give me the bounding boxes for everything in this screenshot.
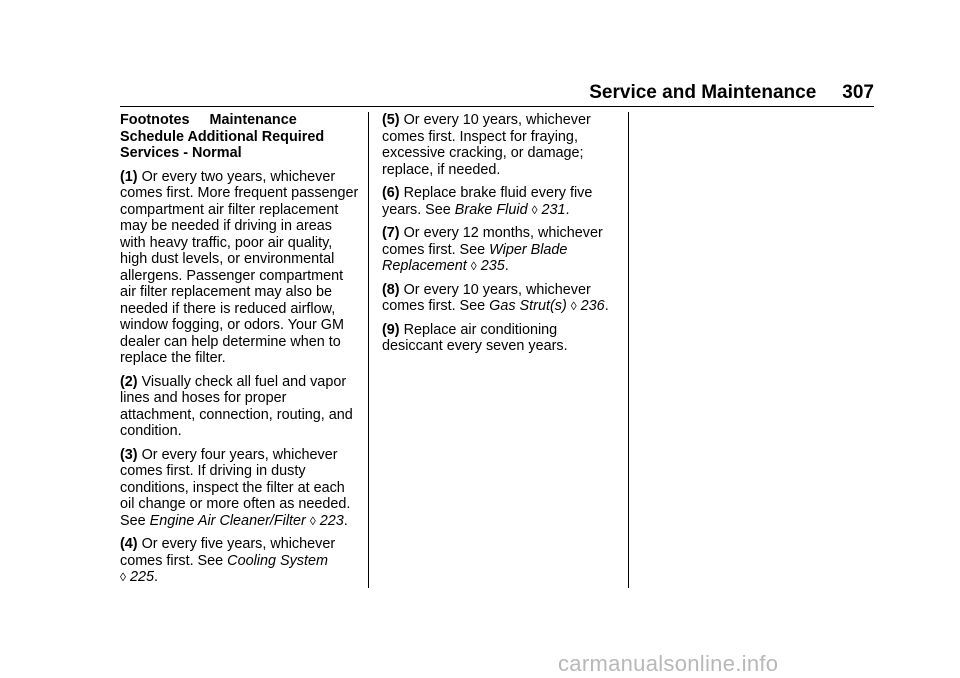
period: . <box>343 512 348 529</box>
footnote-text: Replace air conditioning desiccant every seven years. <box>382 321 568 354</box>
footnote-8 <box>382 282 618 315</box>
footnote-3 <box>120 447 360 530</box>
footnote-7 <box>382 225 618 275</box>
footnote-text: Replace brake fluid every five years. See <box>382 185 593 218</box>
footnote-6 <box>382 185 618 218</box>
period: . <box>504 258 509 274</box>
footnote-2 <box>120 374 360 440</box>
footnote-text: Or every five years, whichever comes first. See <box>120 536 336 569</box>
footnote-number: (7) <box>382 225 400 241</box>
cross-reference-link[interactable]: Wiper Blade Replacement <box>382 241 568 274</box>
footnote-9 <box>382 322 618 355</box>
page-ref-icon: ◊ <box>120 570 126 584</box>
period: . <box>604 298 609 314</box>
footnote-text: Or every 12 months, whichever comes first. See <box>382 225 603 258</box>
footnote-number: (4) <box>120 536 138 552</box>
footnote-5 <box>382 112 618 178</box>
footnote-4 <box>120 536 360 586</box>
cross-reference-link[interactable]: Cooling System <box>227 552 328 569</box>
page-reference[interactable]: 223 <box>319 512 344 529</box>
footnote-number: (8) <box>382 281 400 298</box>
column-left <box>120 112 360 593</box>
page-number: 307 <box>842 82 874 103</box>
table-title <box>120 112 360 162</box>
page-ref-icon: ◊ <box>309 513 316 528</box>
column-divider <box>368 112 369 588</box>
footnote-number: (2) <box>120 373 138 390</box>
page-reference[interactable]: 235 <box>480 258 505 274</box>
footnote-text: Or every four years, whichever comes first. If driving in dusty conditions, inspect the filter at each oil change or more often as needed. See <box>120 446 351 529</box>
column-right <box>382 112 618 362</box>
table-title-schedule: Maintenance Schedule Additional Required Services - Normal <box>120 112 325 161</box>
cross-reference-link[interactable]: Gas Strut(s) <box>489 298 567 314</box>
cross-reference-link[interactable]: Brake Fluid <box>454 201 528 218</box>
period: . <box>153 569 158 585</box>
footnote-text: Or every two years, whichever comes first. More frequent passenger compartment air filter replacement may be needed if driving in areas with heavy traffic, poor air quality, high dust levels, or environmental allergens. Passenger compartment air filter replacement may also be needed if there is reduced airflow, window fogging, or odors. Your GM dealer can help determine when to replace the filter. <box>120 168 359 366</box>
section-title: Service and Maintenance <box>589 82 817 103</box>
footnote-number: (3) <box>120 446 138 463</box>
page-reference[interactable]: 231 <box>541 201 566 218</box>
column-divider <box>628 112 629 588</box>
footnote-text: Or every 10 years, whichever comes first. See <box>382 281 591 314</box>
page-reference[interactable]: 236 <box>580 298 605 314</box>
page-ref-icon: ◊ <box>570 299 577 313</box>
table-title-footnotes: Footnotes <box>120 112 190 128</box>
footnote-number: (9) <box>382 321 400 338</box>
footnote-text: Visually check all fuel and vapor lines and hoses for proper attachment, connection, routing, and condition. <box>120 373 353 439</box>
page-reference[interactable]: 225 <box>129 569 154 585</box>
watermark: carmanualsonline.info <box>558 651 779 676</box>
page-ref-icon: ◊ <box>470 259 477 273</box>
header-rule <box>120 106 874 107</box>
page-ref-icon: ◊ <box>531 202 538 217</box>
period: . <box>565 201 570 218</box>
footnote-number: (1) <box>120 168 138 185</box>
page-header <box>589 82 874 104</box>
footnote-text: Or every 10 years, whichever comes first. Inspect for fraying, excessive cracking, or damage; replace, if needed. <box>382 112 591 178</box>
cross-reference-link[interactable]: Engine Air Cleaner/Filter <box>149 512 306 529</box>
footnote-number: (5) <box>382 112 400 128</box>
footnote-number: (6) <box>382 185 400 201</box>
footnote-1 <box>120 169 360 367</box>
